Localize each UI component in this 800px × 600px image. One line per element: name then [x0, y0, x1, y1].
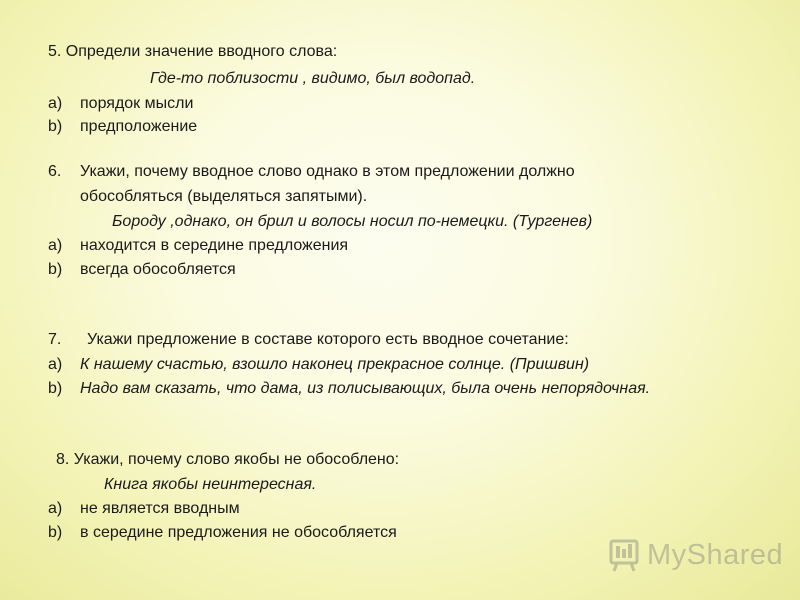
- q7-option-b-marker: b): [48, 380, 63, 397]
- q6-title-line1: Укажи, почему вводное слово однако в этом предложении должно: [80, 163, 575, 180]
- q5-option-a-marker: a): [48, 95, 63, 112]
- q6-option-b-text: всегда обособляется: [80, 261, 236, 278]
- q8-option-b-marker: b): [48, 524, 63, 541]
- q6-number: 6.: [48, 163, 62, 180]
- q5-option-b-text: предположение: [80, 118, 198, 135]
- q6-title-line2: обособляться (выделяться запятыми).: [80, 188, 368, 205]
- q8-option-a-text: не является вводным: [80, 500, 240, 517]
- q7-title: Укажи предложение в составе которого есть вводное сочетание:: [87, 331, 569, 348]
- q5-option-a-text: порядок мысли: [80, 95, 194, 112]
- q8-title: Укажи, почему слово якобы не обособлено:: [73, 451, 400, 468]
- q7-option-a-text: К нашему счастью, взошло наконец прекрасное солнце. (Пришвин): [80, 356, 590, 373]
- q5-title: Определи значение вводного слова:: [65, 43, 338, 60]
- q8-example: Книга якобы неинтересная.: [104, 476, 317, 493]
- q7-number: 7.: [48, 331, 62, 348]
- q6-example: Бороду ,однако, он брил и волосы носил по-немецки. (Тургенев): [112, 213, 593, 230]
- q7-option-a-marker: a): [48, 356, 63, 373]
- q7-option-b-text: Надо вам сказать, что дама, из полисывающих, была очень непорядочная.: [80, 380, 651, 397]
- q5-number: 5.: [48, 43, 62, 60]
- watermark-logo-text: MyShared: [647, 539, 784, 571]
- q8-option-a-marker: a): [48, 500, 63, 517]
- q8-heading: [56, 450, 399, 470]
- q5-option-b-marker: b): [48, 118, 63, 135]
- presentation-board-icon: [607, 537, 643, 573]
- q8-number: 8.: [56, 451, 70, 468]
- q8-option-b-text: в середине предложения не обособляется: [80, 524, 397, 541]
- q6-option-a-marker: a): [48, 237, 63, 254]
- q6-option-b-marker: b): [48, 261, 63, 278]
- q5-heading: [48, 42, 337, 62]
- q6-option-a-text: находится в середине предложения: [80, 237, 349, 254]
- watermark: [607, 537, 784, 577]
- q5-example: Где-то поблизости , видимо, был водопад.: [150, 70, 476, 87]
